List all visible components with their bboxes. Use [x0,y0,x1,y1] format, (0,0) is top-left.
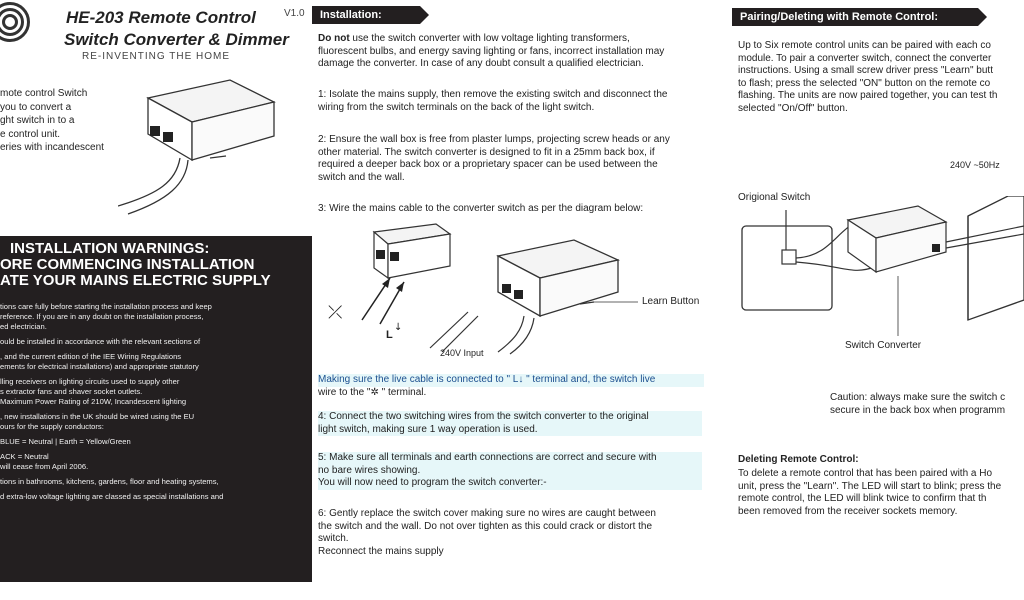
switch-converter-label: Switch Converter [845,340,922,351]
live-cable-note: Making sure the live cable is connected to " L↓ " terminal and, the switch live wire to the "✲ " terminal. [318,374,722,399]
wiring-diagram [318,220,718,360]
step-5: 5: Make sure all terminals and earth connections are correct and secure with no bare wires showing. You will now need to program the switch converter:- [318,452,702,490]
step-2: 2: Ensure the wall box is free from plaster lumps, projecting screw heads or any other material. The switch converter is designed to fit in a 25mm back box, if required a deeper back box or a proprietary spacer can be used between the switch and the wall. [318,134,670,183]
warning-line: ours for the supply conductors: [0,422,104,431]
supply-label: 240V ~50Hz [950,160,1000,170]
warning-line: s extractor fans and shaver socket outlets. [0,387,143,396]
warning-line: lling receivers on lighting circuits used to supply other [0,377,180,386]
pairing-diagram [738,196,1024,346]
intro-text: mote control Switch you to convert a ght switch in to a e control unit. eries with incandescent [0,88,104,153]
learn-button-label: Learn Button [642,296,700,307]
warning-line: reference. If you are in any doubt on the installation process, [0,312,204,321]
step-3: 3: Wire the mains cable to the converter switch as per the diagram below: [318,203,644,214]
warning-line: ed electrician. [0,322,47,331]
warning-line: , new installations in the UK should be wired using the EU [0,412,195,421]
warning-line: ements for electrical installations) and appropriate statutory [0,362,199,371]
step-6: 6: Gently replace the switch cover making sure no wires are caught between the switch and the wall. Do not over tighten as this could crack or distort the switch. Reconnect the mains supply [318,508,656,557]
step-4: 4: Connect the two switching wires from the switch converter to the original light switch, making sure 1 way operation is used. [318,411,702,436]
svg-text:⤫: ⤫ [328,302,343,323]
warning-line: will cease from April 2006. [0,462,89,471]
product-illustration [118,72,288,222]
product-title: HE-203 Remote Control [66,8,256,27]
caution-text: Caution: always make sure the switch c secure in the back box when programm [830,392,1006,416]
input-label: 240V Input [440,348,484,358]
warning-line: tions in bathrooms, kitchens, gardens, floor and heating systems, [0,477,219,486]
installation-intro: Do not use the switch converter with low voltage lighting transformers, fluorescent bulbs, and energy saving lighting or fans, incorrect installation may damage the converter. In case of any doubt consult a qualified electrician. [318,33,665,69]
warning-line: d extra-low voltage lighting are classed as special installations and [0,492,224,501]
svg-text:L: L [386,329,393,341]
tagline: RE-INVENTING THE HOME [82,51,231,62]
version-label: V1.0 [284,8,305,19]
pairing-text: Up to Six remote control units can be paired with each co module. To pair a converter switch, connect the converter instructions. Using a small screw driver press "Learn" butt to flash; press the selected "ON" button on the remote co flashing. The units are now paired together, you can test th selected "On/Off" button. [738,40,998,114]
warning-line: Maximum Power Rating of 210W, Incandescent lighting [0,397,187,406]
step-1: 1: Isolate the mains supply, then remove the existing switch and disconnect the wiring from the switch terminals on the back of the light switch. [318,89,668,113]
warning-line: , and the current edition of the IEE Wiring Regulations [0,352,182,361]
svg-text:↓: ↓ [394,322,403,333]
delete-text: To delete a remote control that has been paired with a Ho unit, press the "Learn". The LED will start to blink; press the remote control, the LED will blink twice to confirm that th been removed from the receiver sockets memory. [738,468,1002,517]
warning-line: ACK = Neutral [0,452,49,461]
delete-heading: Deleting Remote Control: [738,454,859,465]
warning-line: ould be installed in accordance with the relevant sections of [0,337,201,346]
installation-warnings-panel: INSTALLATION WARNINGS: ORE COMMENCING INSTALLATION ATE YOUR MAINS ELECTRIC SUPPLY tions care fully before starting the installation process and keep reference. If you are in any doubt on the installation process, ed electrician. ould be installed in accordance with the relevant sections of , and the current edition of the IEE Wiring Regulations ements for electrical installations) and appropriate statutory lling receivers on lighting circuits used to supply other s extractor fans and shaver socket outlets. Maximum Power Rating of 210W, Incandescent lighting , new installations in the UK should be wired using the EU ours for the supply conductors: BLUE = Neutral | Earth = Yellow/Green ACK = Neutral will cease from April 2006. tions in bathrooms, kitchens, gardens, floor and heating systems, d extra-low voltage lighting are classed as special installations and [0,236,312,582]
installation-heading: Installation: [312,6,420,24]
product-subtitle: Switch Converter & Dimmer [64,30,289,49]
warning-line: tions care fully before starting the installation process and keep [0,302,212,311]
warning-line: BLUE = Neutral | Earth = Yellow/Green [0,437,131,446]
pairing-heading: Pairing/Deleting with Remote Control: [732,8,978,26]
original-switch-label: Origional Switch [738,192,811,203]
